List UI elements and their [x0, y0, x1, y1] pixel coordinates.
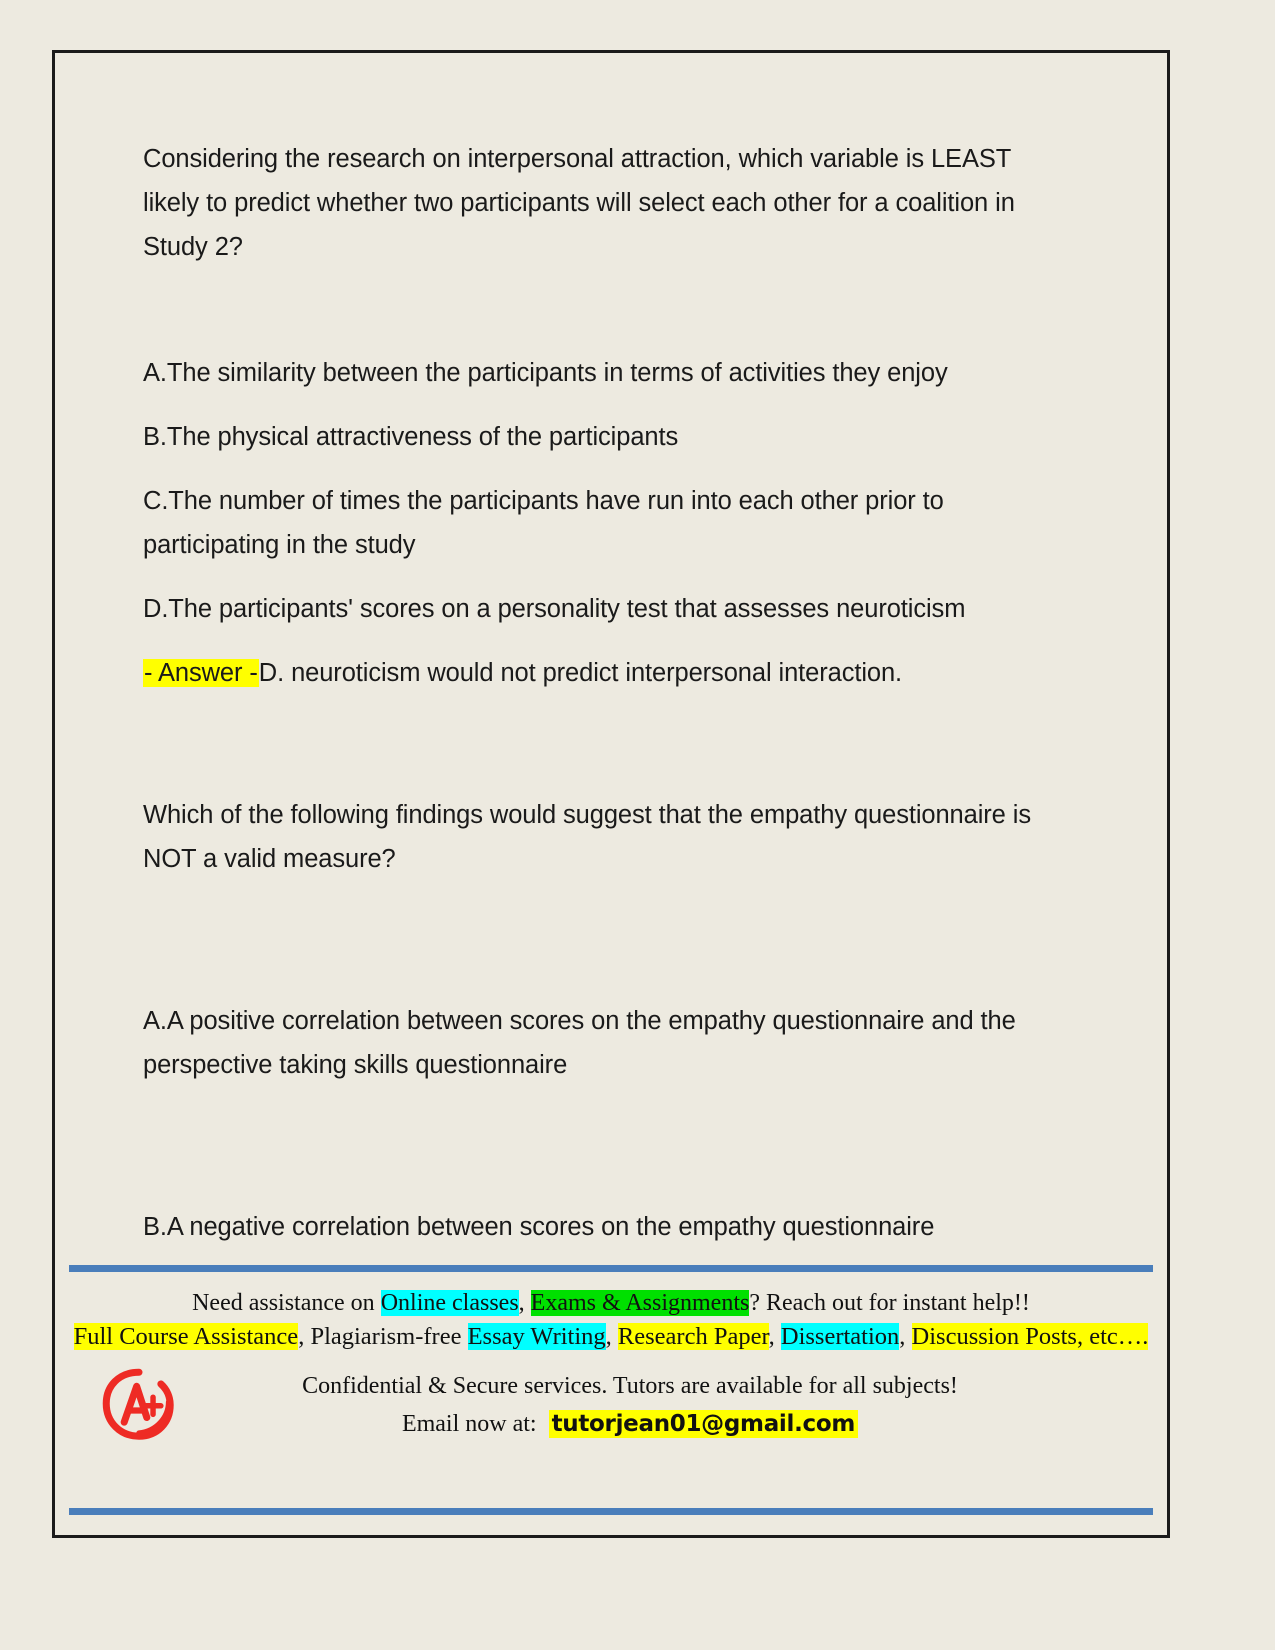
question-1-prompt: Considering the research on interpersonal attraction, which variable is LEAST likely to predict whether two participants will select each other for a coalition in Study 2?	[143, 145, 1015, 261]
a-plus-grade-icon	[100, 1366, 178, 1444]
document-page	[52, 50, 1170, 1538]
question-1-option-d: D.The participants' scores on a personality test that assesses neuroticism	[143, 595, 966, 623]
question-2-prompt: Which of the following findings would suggest that the empathy questionnaire is NOT a valid measure?	[143, 801, 1031, 873]
confidential-line: Confidential & Secure services. Tutors are available for all subjects!	[302, 1373, 958, 1399]
email-label: Email now at:	[401, 1411, 537, 1437]
spacer	[143, 567, 1053, 587]
advert-line2-part4: ,	[899, 1323, 912, 1350]
email-address[interactable]: tutorjean01@gmail.com	[549, 1410, 858, 1438]
spacer	[143, 269, 1053, 351]
advert-research-paper: Research Paper	[617, 1323, 769, 1350]
advert-line1-part2: ,	[518, 1290, 531, 1316]
advert-exams-assignments: Exams & Assignments	[530, 1290, 750, 1316]
advert-footer	[55, 1265, 1167, 1535]
advert-line2-part2: ,	[605, 1323, 618, 1350]
advert-online-classes: Online classes	[380, 1290, 519, 1316]
contact-text	[223, 1367, 1167, 1443]
question-1-answer-line	[143, 651, 1053, 695]
advert-dissertation: Dissertation	[780, 1323, 900, 1350]
advert-line-2	[55, 1320, 1167, 1354]
advert-full-course-assistance: Full Course Assistance	[73, 1323, 299, 1350]
advert-line1-part3: ? Reach out for instant help!!	[749, 1290, 1030, 1316]
footer-divider-bottom-wrap	[55, 1508, 1167, 1515]
spacer	[143, 395, 1053, 415]
question-2-option-b: B.A negative correlation between scores on the empathy questionnaire	[143, 1213, 935, 1241]
spacer	[143, 459, 1053, 479]
advert-line-1	[55, 1286, 1167, 1320]
advert-text	[55, 1272, 1167, 1354]
question-1-option-b: B.The physical attractiveness of the participants	[143, 423, 679, 451]
advert-line2-part1: , Plagiarism-free	[298, 1323, 468, 1350]
advert-essay-writing: Essay Writing	[467, 1323, 606, 1350]
advert-discussion-posts: Discussion Posts, etc….	[911, 1323, 1149, 1350]
email-line	[223, 1405, 1037, 1443]
footer-divider-bottom	[69, 1508, 1153, 1515]
question-content	[143, 137, 1053, 1249]
contact-row	[55, 1354, 1167, 1444]
a-plus-logo	[55, 1366, 223, 1444]
spacer	[143, 631, 1053, 651]
question-1-option-a: A.The similarity between the participants in terms of activities they enjoy	[143, 359, 948, 387]
answer-marker: - Answer -	[144, 659, 258, 687]
spacer	[143, 695, 1053, 793]
spacer	[143, 1087, 1053, 1205]
question-1-option-c: C.The number of times the participants have run into each other prior to participating in the study	[143, 487, 944, 559]
question-2-option-a: A.A positive correlation between scores on the empathy questionnaire and the perspective taking skills questionnaire	[143, 1007, 1016, 1079]
footer-divider-top	[69, 1265, 1153, 1272]
spacer	[143, 881, 1053, 999]
advert-line1-part1: Need assistance on	[192, 1290, 381, 1316]
answer-text: D. neuroticism would not predict interpersonal interaction.	[258, 659, 903, 687]
advert-line2-part3: ,	[768, 1323, 781, 1350]
